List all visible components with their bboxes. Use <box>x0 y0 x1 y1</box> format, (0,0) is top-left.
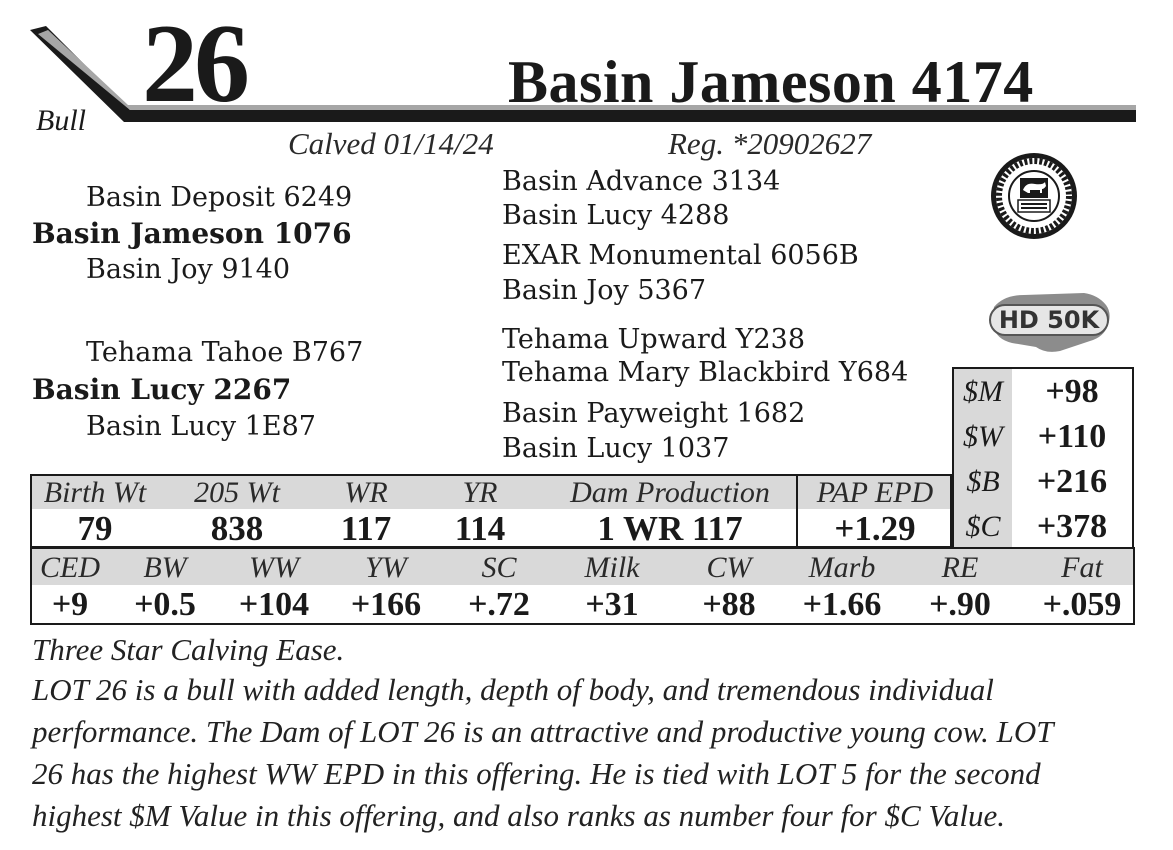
perf-header-birth-wt: Birth Wt <box>43 476 147 509</box>
pedigree-sire: Basin Jameson 1076 <box>32 217 352 250</box>
index-value: +110 <box>1037 418 1107 455</box>
epd-value-cw: +88 <box>702 586 756 623</box>
pedigree-dam-sire-sire: Tehama Upward Y238 <box>502 324 806 355</box>
epd-header-ww: WW <box>249 551 299 584</box>
perf-header-yr: YR <box>462 476 498 509</box>
perf-value-birth-wt: 79 <box>77 509 113 548</box>
index-row <box>954 414 1132 459</box>
certified-angus-beef-seal-icon <box>990 152 1078 240</box>
index-value: +216 <box>1036 463 1108 500</box>
epd-value-bw: +0.5 <box>134 586 196 623</box>
index-label: $M <box>954 369 1012 414</box>
epd-value-ced: +9 <box>51 586 89 623</box>
performance-table <box>30 474 952 548</box>
hd-50k-badge-icon <box>986 283 1112 357</box>
epd-header-re: RE <box>941 551 979 584</box>
pedigree-sire-dam-dam: Basin Joy 5367 <box>502 275 707 306</box>
epd-value-re: +.90 <box>929 586 991 623</box>
note-calving-ease: Three Star Calving Ease. <box>32 632 345 667</box>
epd-header-cw: CW <box>706 551 752 584</box>
animal-name: Basin Jameson 4174 <box>508 49 1034 115</box>
sex-label: Bull <box>36 104 86 137</box>
perf-value-yr: 114 <box>454 509 506 548</box>
pedigree-sire-dam-sire: EXAR Monumental 6056B <box>502 240 859 271</box>
hd-50k-text: HD 50K <box>998 306 1100 334</box>
epd-header-ced: CED <box>40 551 100 584</box>
lot-number: 26 <box>142 2 246 126</box>
epd-value-ww: +104 <box>238 586 310 623</box>
pedigree-sire-sire: Basin Deposit 6249 <box>86 182 353 213</box>
pedigree-sire-sire-sire: Basin Advance 3134 <box>502 166 781 197</box>
note-line: LOT 26 is a bull with added length, depth of body, and tremendous individual <box>32 672 994 707</box>
perf-header-dam-production: Dam Production <box>570 476 770 509</box>
perf-header-wr: WR <box>344 476 388 509</box>
epd-value-marb: +1.66 <box>802 586 882 623</box>
epd-header-marb: Marb <box>808 551 876 584</box>
perf-value-205-wt: 838 <box>210 509 264 548</box>
registration-number: Reg. *20902627 <box>668 126 872 161</box>
epd-header-sc: SC <box>481 551 517 584</box>
note-line: highest $M Value in this offering, and also ranks as number four for $C Value. <box>32 798 1006 833</box>
pedigree-dam-dam-dam: Basin Lucy 1037 <box>502 433 730 464</box>
index-value: +378 <box>1036 508 1108 545</box>
epd-header-fat: Fat <box>1061 551 1103 584</box>
table-divider <box>796 476 798 546</box>
pedigree-sire-dam: Basin Joy 9140 <box>86 254 291 285</box>
epd-header-milk: Milk <box>584 551 640 584</box>
perf-header-pap-epd: PAP EPD <box>816 476 934 509</box>
pedigree-sire-sire-dam: Basin Lucy 4288 <box>502 200 730 231</box>
pedigree-dam-dam-sire: Basin Payweight 1682 <box>502 398 806 429</box>
epd-header-bw: BW <box>143 551 187 584</box>
index-label: $C <box>954 504 1012 549</box>
index-row <box>954 504 1132 549</box>
perf-value-pap-epd: +1.29 <box>834 509 916 548</box>
perf-value-dam-production: 1 WR 117 <box>597 509 743 548</box>
index-label: $B <box>954 459 1012 504</box>
dollar-index-table <box>952 367 1134 549</box>
note-line: 26 has the highest WW EPD in this offering. He is tied with LOT 5 for the second <box>32 756 1041 791</box>
perf-value-wr: 117 <box>340 509 392 548</box>
epd-value-yw: +166 <box>350 586 422 623</box>
index-value: +98 <box>1045 373 1099 410</box>
epd-header-yw: YW <box>365 551 407 584</box>
pedigree-dam: Basin Lucy 2267 <box>32 373 292 406</box>
index-row <box>954 459 1132 504</box>
index-row <box>954 369 1132 414</box>
epd-value-fat: +.059 <box>1042 586 1122 623</box>
pedigree-dam-sire-dam: Tehama Mary Blackbird Y684 <box>502 357 909 388</box>
pedigree-dam-sire: Tehama Tahoe B767 <box>86 337 364 368</box>
epd-value-sc: +.72 <box>468 586 530 623</box>
note-line: performance. The Dam of LOT 26 is an attractive and productive young cow. LOT <box>32 714 1054 749</box>
index-label: $W <box>954 414 1012 459</box>
calved-date: Calved 01/14/24 <box>288 126 494 161</box>
perf-header-205-wt: 205 Wt <box>194 476 280 509</box>
pedigree-dam-dam: Basin Lucy 1E87 <box>86 411 316 442</box>
epd-value-milk: +31 <box>585 586 639 623</box>
epd-table <box>30 547 1135 625</box>
